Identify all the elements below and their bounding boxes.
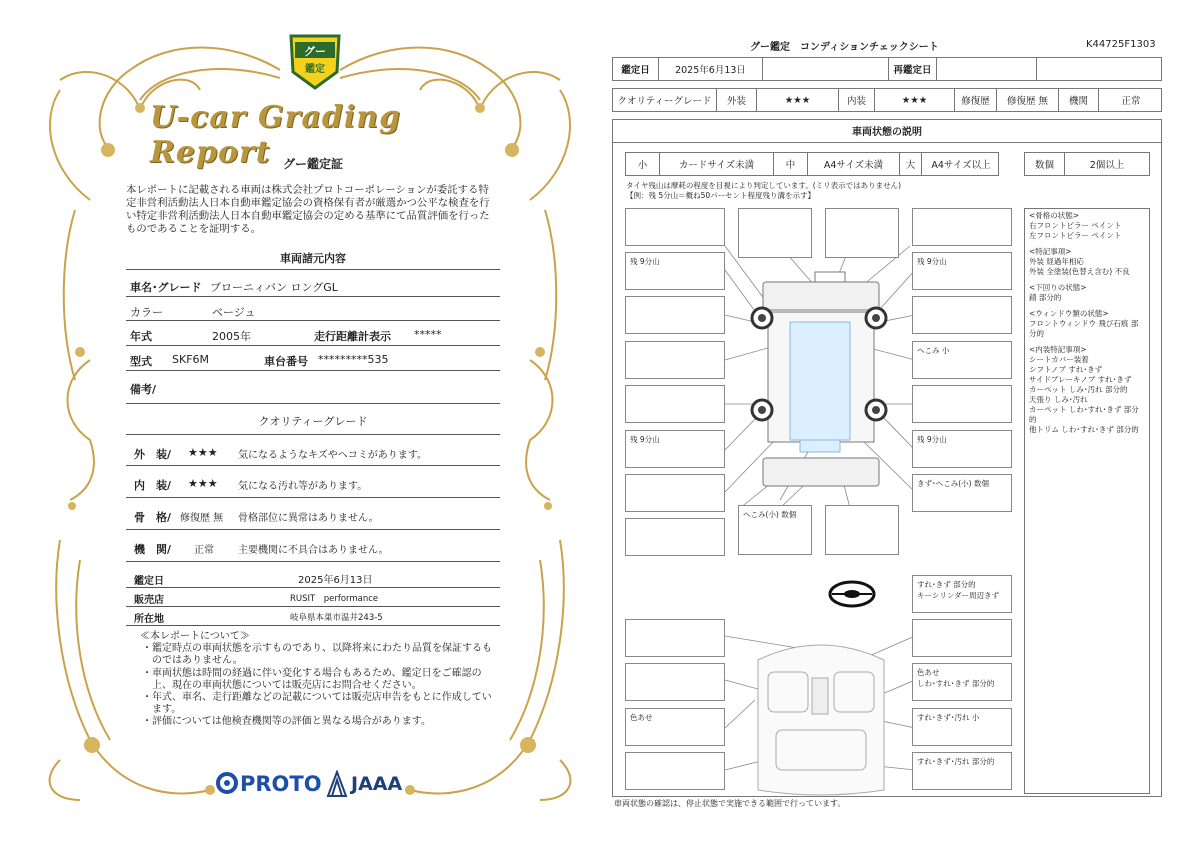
dent-box bbox=[912, 341, 1012, 379]
exterior-box bbox=[625, 385, 725, 423]
svg-text:グー: グー bbox=[304, 45, 326, 58]
exterior-value: ★★★ bbox=[757, 89, 839, 111]
divider bbox=[126, 269, 500, 270]
inspect-date-value: 2025年6月13日 bbox=[659, 58, 763, 80]
count-desc: 2個以上 bbox=[1089, 160, 1125, 171]
divider bbox=[126, 320, 500, 321]
color-value: ベージュ bbox=[212, 306, 256, 319]
address-label: 所在地 bbox=[134, 614, 164, 625]
divider bbox=[126, 370, 500, 371]
script-title: U-car Grading Report bbox=[150, 100, 402, 170]
condition-notes bbox=[1024, 208, 1150, 794]
divider bbox=[126, 465, 500, 466]
interior-box bbox=[912, 619, 1012, 657]
legend-line: フロントウィンドウ 飛び石痕 部分的 bbox=[1029, 319, 1139, 338]
sheet-title: グー鑑定 コンディションチェックシート bbox=[750, 42, 939, 53]
repair-label: 修復歴 bbox=[955, 89, 997, 111]
year-value: 2005年 bbox=[212, 330, 251, 343]
mileage-value: ***** bbox=[414, 328, 442, 341]
sheet-code: K44725F1303 bbox=[1086, 39, 1156, 50]
note-item: ・評価については他検査機関等の評価と異なる場合があります。 bbox=[142, 716, 431, 728]
tire-note-example: 【例：残 5分山＝概ね50パーセント程度残り溝を示す】 bbox=[626, 191, 816, 200]
scratch-dent-box bbox=[912, 474, 1012, 512]
repair-value: 修復歴 無 bbox=[997, 89, 1059, 111]
divider bbox=[126, 296, 500, 297]
legend-line: 外装 全塗装(色替え含む) 不良 bbox=[1029, 267, 1130, 276]
condition-title: 車両状態の説明 bbox=[612, 119, 1162, 143]
legend-line: 左フロントピラー ペイント bbox=[1029, 231, 1122, 240]
rear-right-tire-box bbox=[912, 430, 1012, 468]
engine-label: 機関 bbox=[1059, 89, 1099, 111]
wrinkle-label: しわ･すれ･きず 部分的 bbox=[917, 679, 995, 688]
quality-title: クオリティーグレード bbox=[258, 415, 368, 428]
size-mid-desc: A4サイズ未満 bbox=[808, 153, 900, 175]
size-small-desc: カードサイズ未満 bbox=[660, 153, 774, 175]
svg-text:鑑定: 鑑定 bbox=[305, 64, 325, 75]
legend-line: 他トリム しわ･すれ･きず 部分的 bbox=[1029, 425, 1139, 434]
key-cylinder-label: キーシリンダー周辺きず bbox=[917, 591, 1000, 600]
exterior-box bbox=[625, 518, 725, 556]
cert-title: グー鑑定証 bbox=[282, 157, 343, 171]
proto-mark-icon bbox=[216, 772, 238, 796]
left-fade-label: 色あせ bbox=[630, 713, 653, 722]
exterior-box bbox=[625, 474, 725, 512]
grade-interior-label: 内 装/ bbox=[134, 479, 172, 492]
divider bbox=[126, 345, 500, 346]
legend-line: <特記事項> bbox=[1029, 247, 1072, 256]
mileage-label: 走行距離計表示 bbox=[314, 330, 391, 343]
rear-interior-label: すれ･きず･汚れ 部分的 bbox=[917, 757, 995, 766]
date-label: 鑑定日 bbox=[134, 576, 164, 587]
exterior-box bbox=[625, 208, 725, 246]
legend-line: <内装特記事項> bbox=[1029, 345, 1087, 354]
name-value: ブローニィバン ロングGL bbox=[210, 281, 338, 294]
exterior-box bbox=[825, 505, 899, 555]
model-label: 型式 bbox=[130, 355, 152, 368]
note-item: ・鑑定時点の車両状態を示すものであり、以降将来にわたり品質を保証するものではありません。 bbox=[142, 643, 492, 667]
legend-line: シートカバー装着 bbox=[1029, 355, 1089, 364]
fade-label: 色あせ bbox=[917, 668, 940, 677]
grade-exterior-value: ★★★ bbox=[188, 446, 218, 459]
divider bbox=[126, 497, 500, 498]
size-large: 大 bbox=[900, 153, 922, 175]
legend-line: シフトノブ すれ･きず bbox=[1029, 365, 1103, 374]
interior-box bbox=[625, 619, 725, 657]
seat-label: すれ･きず･汚れ 小 bbox=[917, 713, 980, 722]
notes-title: ≪本レポートについて≫ bbox=[140, 631, 250, 642]
cert-intro: 本レポートに記載される車両は株式会社プロトコーポレーションが委託する特定非営利活動法人日本自動車鑑定協会の資格保有者が厳選かつ公平な検査を行い特定非営利活動法人日本自動車鑑定協会の定める基準にて品質評価を行ったものであることを証明する。 bbox=[126, 184, 490, 235]
steering-box bbox=[912, 575, 1012, 613]
exterior-box bbox=[912, 208, 1012, 246]
rear-dent-label: へこみ(小) 数個 bbox=[743, 510, 797, 519]
grade-frame-comment: 骨格部位に異常はありません。 bbox=[238, 513, 379, 524]
condition-check-sheet bbox=[600, 0, 1200, 848]
legend-line: <骨格の状態> bbox=[1029, 211, 1080, 220]
remarks-label: 備考/ bbox=[130, 383, 157, 396]
exterior-label: 外装 bbox=[717, 89, 757, 111]
size-large-desc: A4サイズ以上 bbox=[931, 160, 991, 171]
rear-dent-box bbox=[738, 505, 812, 555]
grade-frame-value: 修復歴 無 bbox=[180, 513, 224, 524]
engine-value: 正常 bbox=[1121, 96, 1141, 107]
reinspect-label: 再鑑定日 bbox=[889, 58, 937, 80]
dent-label: へこみ 小 bbox=[917, 346, 950, 355]
rear-interior-box bbox=[912, 752, 1012, 790]
chassis-label: 車台番号 bbox=[264, 355, 308, 368]
front-left-tire-box bbox=[625, 252, 725, 290]
proto-logo bbox=[216, 772, 322, 796]
exterior-box bbox=[625, 296, 725, 334]
address-value: 岐阜県本巣市温井243-5 bbox=[290, 613, 383, 623]
steering-wheel-icon bbox=[830, 582, 874, 606]
interior-box bbox=[625, 663, 725, 701]
interior-value: ★★★ bbox=[875, 89, 955, 111]
legend-line: <ウィンドウ類の状態> bbox=[1029, 309, 1109, 318]
quality-label: クオリティーグレード bbox=[613, 89, 717, 111]
grade-exterior-comment: 気になるようなキズやヘコミがあります。 bbox=[238, 450, 427, 461]
divider bbox=[126, 529, 500, 530]
size-small: 小 bbox=[626, 153, 660, 175]
legend-line: 右フロントピラー ペイント bbox=[1029, 221, 1122, 230]
front-right-tire-box bbox=[912, 252, 1012, 290]
legend-line: サイドブレーキノブ すれ･きず bbox=[1029, 375, 1132, 384]
jaaa-logo bbox=[326, 770, 402, 798]
seat-box bbox=[912, 708, 1012, 746]
dealer-value: RUSIT performance bbox=[290, 594, 379, 604]
year-label: 年式 bbox=[130, 330, 152, 343]
sheet-footer: 車両状態の確認は、停止状態で実施できる範囲で行っています。 bbox=[614, 799, 846, 808]
legend-line: カーペット しみ･汚れ 部分的 bbox=[1029, 385, 1128, 394]
divider bbox=[126, 587, 500, 588]
dealer-label: 販売店 bbox=[134, 595, 164, 606]
divider bbox=[126, 434, 500, 435]
count-label: 数個 bbox=[1025, 153, 1065, 175]
grade-engine-comment: 主要機関に不具合はありません。 bbox=[238, 545, 389, 556]
divider bbox=[126, 561, 500, 562]
exterior-box bbox=[738, 208, 812, 258]
legend-line: 天張り しみ･汚れ bbox=[1029, 395, 1088, 404]
note-item: ・車両状態は時間の経過に伴い変化する場合もあるため、鑑定日をご確認の上、現在の車両状態については販売店にお問合せください。 bbox=[142, 667, 482, 691]
legend-line: <下回りの状態> bbox=[1029, 283, 1087, 292]
color-label: カラー bbox=[130, 306, 163, 319]
rear-right-tire-label: 残 9分山 bbox=[917, 435, 947, 444]
grade-frame-label: 骨 格/ bbox=[134, 511, 172, 524]
size-mid: 中 bbox=[774, 153, 808, 175]
legend-line: 錆 部分的 bbox=[1029, 293, 1062, 302]
goo-kantei-logo bbox=[287, 30, 343, 92]
steering-label: すれ･きず 部分的 bbox=[917, 580, 976, 589]
divider bbox=[126, 403, 500, 404]
exterior-box bbox=[625, 341, 725, 379]
exterior-box bbox=[825, 208, 899, 258]
legend-line: 外装 経過年相応 bbox=[1029, 257, 1084, 266]
name-label: 車名･グレード bbox=[130, 281, 202, 294]
specs-title: 車両諸元内容 bbox=[280, 252, 346, 265]
rear-left-tire-box bbox=[625, 430, 725, 468]
report-notes bbox=[140, 631, 500, 729]
model-value: SKF6M bbox=[172, 353, 210, 366]
exterior-box bbox=[912, 296, 1012, 334]
exterior-box bbox=[912, 385, 1012, 423]
rear-left-tire-label: 残 9分山 bbox=[630, 435, 660, 444]
jaaa-logo-text: JAAA bbox=[351, 773, 403, 795]
date-value: 2025年6月13日 bbox=[298, 575, 373, 586]
chassis-value: *********535 bbox=[318, 353, 389, 366]
tire-note: タイヤ残山は摩耗の程度を目視により判定しています。(ミリ表示ではありません) bbox=[626, 181, 902, 190]
interior-box bbox=[625, 752, 725, 790]
front-left-tire-label: 残 9分山 bbox=[630, 257, 660, 266]
note-item: ・年式、車名、走行距離などの記載については販売店申告をもとに作成しています。 bbox=[142, 692, 492, 716]
divider bbox=[126, 606, 500, 607]
proto-logo-text: PROTO bbox=[240, 772, 322, 796]
divider bbox=[126, 625, 500, 626]
front-right-tire-label: 残 9分山 bbox=[917, 257, 947, 266]
grade-interior-value: ★★★ bbox=[188, 477, 218, 490]
fade-box bbox=[912, 663, 1012, 701]
grade-engine-label: 機 関/ bbox=[134, 543, 172, 556]
grade-exterior-label: 外 装/ bbox=[134, 448, 172, 461]
jaaa-mark-icon bbox=[326, 770, 348, 798]
interior-label: 内装 bbox=[839, 89, 875, 111]
scratch-dent-label: きず･へこみ(小) 数個 bbox=[917, 479, 989, 488]
legend-line: カーペット しわ･すれ･きず 部分的 bbox=[1029, 405, 1139, 424]
grade-engine-value: 正常 bbox=[194, 545, 214, 556]
grade-interior-comment: 気になる汚れ等があります。 bbox=[238, 481, 368, 492]
inspect-date-label: 鑑定日 bbox=[613, 58, 659, 80]
left-fade-box bbox=[625, 708, 725, 746]
